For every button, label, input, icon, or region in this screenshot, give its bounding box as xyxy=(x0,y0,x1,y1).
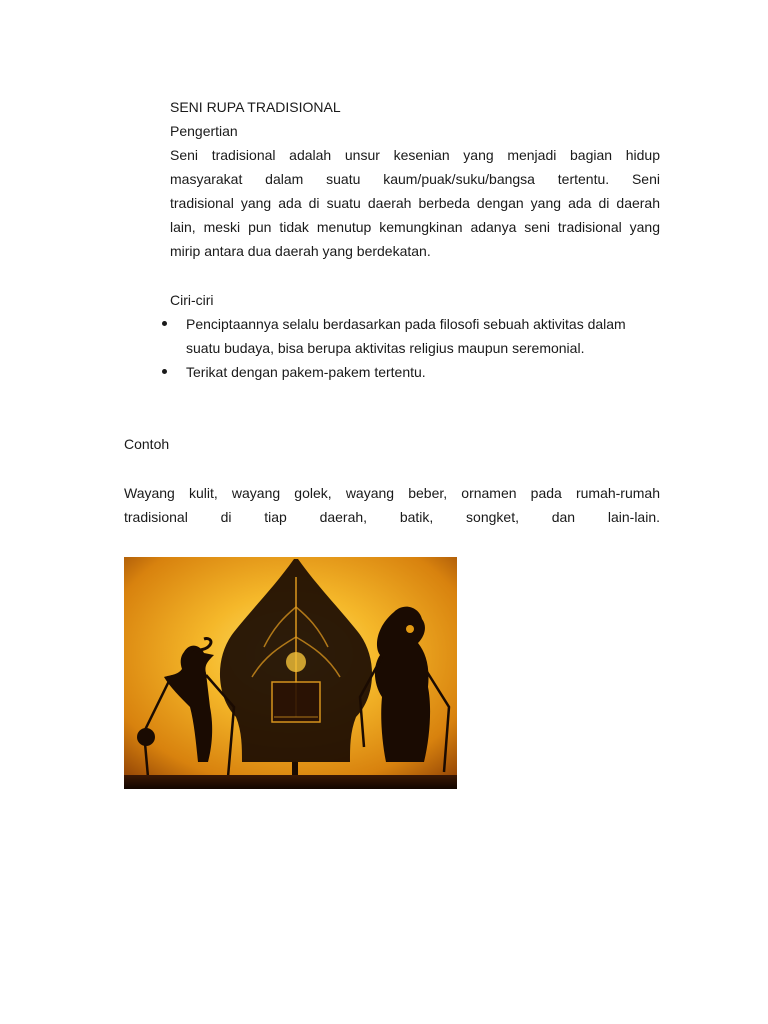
bullet-icon xyxy=(162,321,167,326)
list-item: Terikat dengan pakem-pakem tertentu. xyxy=(170,360,660,384)
bullet-icon xyxy=(162,369,167,374)
definition-line: tradisional yang ada di suatu daerah berbeda dengan yang ada di daerah xyxy=(170,195,660,211)
definition-line: lain, meski pun tidak menutup kemungkinan adanya seni tradisional yang xyxy=(170,219,660,235)
shadow-puppet-illustration xyxy=(124,557,457,789)
characteristics-heading: Ciri-ciri xyxy=(170,292,214,308)
wayang-kulit-photo xyxy=(124,557,457,789)
document-title: SENI RUPA TRADISIONAL xyxy=(170,99,341,115)
examples-line: Wayang kulit, wayang golek, wayang beber, ornamen pada rumah-rumah xyxy=(124,485,660,501)
characteristics-list xyxy=(170,312,660,384)
stage-floor xyxy=(124,775,457,789)
list-item: Penciptaannya selalu berdasarkan pada filosofi sebuah aktivitas dalam suatu budaya, bisa berupa aktivitas religius maupun seremonial. xyxy=(170,312,660,360)
examples-paragraph xyxy=(124,481,660,529)
definition-section xyxy=(170,119,660,263)
definition-line: Seni tradisional adalah unsur kesenian yang menjadi bagian hidup xyxy=(170,147,660,163)
examples-line: tradisional di tiap daerah, batik, songket, dan lain-lain. xyxy=(124,509,660,525)
definition-line: masyarakat dalam suatu kaum/puak/suku/bangsa tertentu. Seni xyxy=(170,171,660,187)
examples-heading: Contoh xyxy=(124,436,170,452)
definition-line: mirip antara dua daerah yang berdekatan. xyxy=(170,243,431,259)
definition-heading: Pengertian xyxy=(170,123,238,139)
